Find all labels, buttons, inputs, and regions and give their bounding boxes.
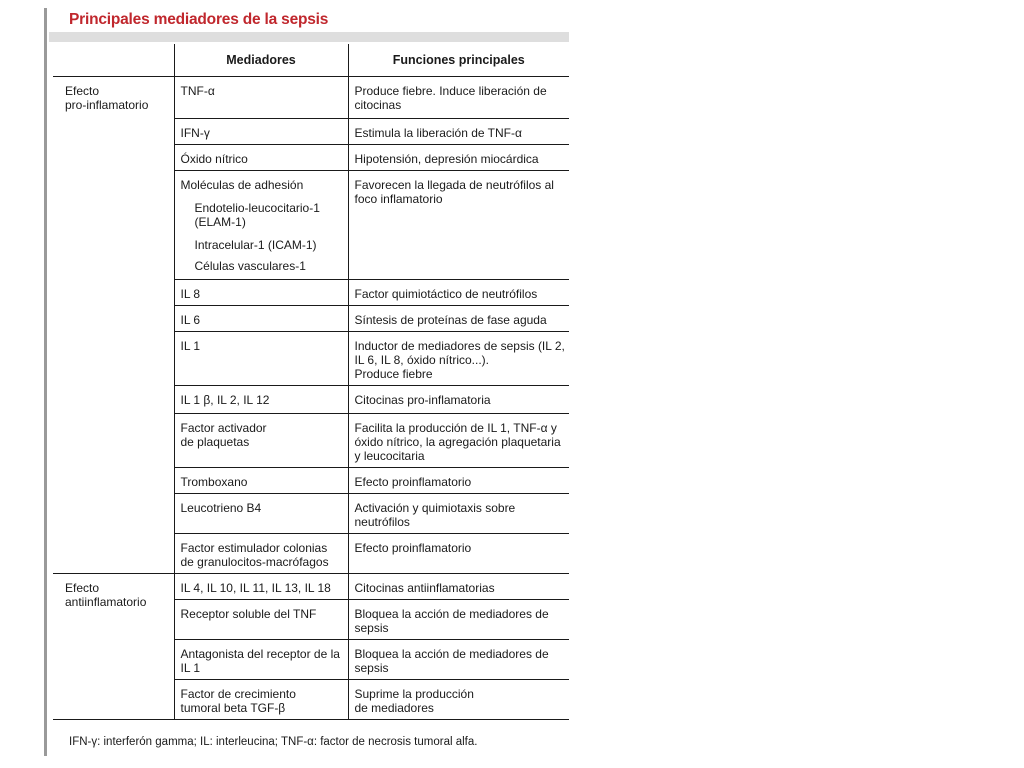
mediators-header: Mediadores [174,44,348,77]
mediator-cell: Leucotrieno B4 [174,494,348,534]
mediator-cell [174,414,348,468]
group-anti-inflammatory [53,574,174,720]
function-cell: Efecto proinflamatorio [348,534,569,574]
mediator-cell: Antagonista del receptor de la IL 1 [174,640,348,680]
mediator-line: Factor activador [180,421,267,435]
mediator-cell [174,171,348,280]
mediator-cell: IFN-γ [174,119,348,145]
function-cell: Efecto proinflamatorio [348,468,569,494]
function-cell: Facilita la producción de IL 1, TNF-α y óxido nítrico, la agregación plaquetaria y leucocitaria [348,414,569,468]
function-cell: Factor quimiotáctico de neutrófilos [348,280,569,306]
function-cell: Favorecen la llegada de neutrófilos al foco inflamatorio [348,171,569,280]
mediator-cell: Óxido nítrico [174,145,348,171]
table-footnote: IFN-γ: interferón gamma; IL: interleucina; TNF-α: factor de necrosis tumoral alfa. [69,736,478,748]
function-cell [348,332,569,386]
mediator-cell: IL 4, IL 10, IL 11, IL 13, IL 18 [174,574,348,600]
mediators-table [53,44,569,720]
table-header-row [53,44,569,77]
group-label: Efecto [65,84,100,98]
function-cell: Citocinas antiinflamatorias [348,574,569,600]
mediator-cell: Factor estimulador colonias de granulocitos-macrófagos [174,534,348,574]
group-pro-inflammatory [53,77,174,574]
mediator-cell: IL 6 [174,306,348,332]
mediator-cell: IL 8 [174,280,348,306]
mediator-line: Factor de crecimiento [180,687,296,701]
mediator-line: de plaquetas [180,435,250,449]
mediator-cell: Tromboxano [174,468,348,494]
mediator-sub-item: Endotelio-leucocitario-1 (ELAM-1) [194,201,320,229]
function-cell: Produce fiebre. Induce liberación de citocinas [348,77,569,119]
mediator-cell: TNF-α [174,77,348,119]
mediator-line: tumoral beta TGF-β [180,701,286,715]
function-cell: Citocinas pro-inflamatoria [348,386,569,414]
mediator-cell: Receptor soluble del TNF [174,600,348,640]
table-title: Principales mediadores de la sepsis [69,11,329,28]
mediator-main-label: Moléculas de adhesión [180,178,304,192]
function-line: Inductor de mediadores de sepsis (IL 2, IL 6, IL 8, óxido nítrico...). [354,339,565,367]
mediator-cell: IL 1 [174,332,348,386]
group-label: pro-inflamatorio [65,98,149,112]
functions-header: Funciones principales [348,44,569,77]
function-cell: Estimula la liberación de TNF-α [348,119,569,145]
groups-header [53,44,174,77]
group-label: antiinflamatorio [65,595,147,609]
mediator-cell [174,680,348,720]
table-row [53,77,569,119]
function-line: Suprime la producción [354,687,474,701]
function-cell: Bloquea la acción de mediadores de sepsis [348,600,569,640]
group-label: Efecto [65,581,100,595]
function-cell [348,680,569,720]
function-cell: Bloquea la acción de mediadores de sepsis [348,640,569,680]
function-line: Produce fiebre [354,367,433,381]
document-panel [44,8,569,756]
function-cell: Síntesis de proteínas de fase aguda [348,306,569,332]
header-bar [49,32,569,42]
function-line: de mediadores [354,701,434,715]
mediator-sub-item: Intracelular-1 (ICAM-1) [194,238,317,252]
table-row [53,574,569,600]
function-cell: Hipotensión, depresión miocárdica [348,145,569,171]
mediator-sub-item: Células vasculares-1 [194,259,306,273]
mediator-cell: IL 1 β, IL 2, IL 12 [174,386,348,414]
function-cell: Activación y quimiotaxis sobre neutrófilos [348,494,569,534]
